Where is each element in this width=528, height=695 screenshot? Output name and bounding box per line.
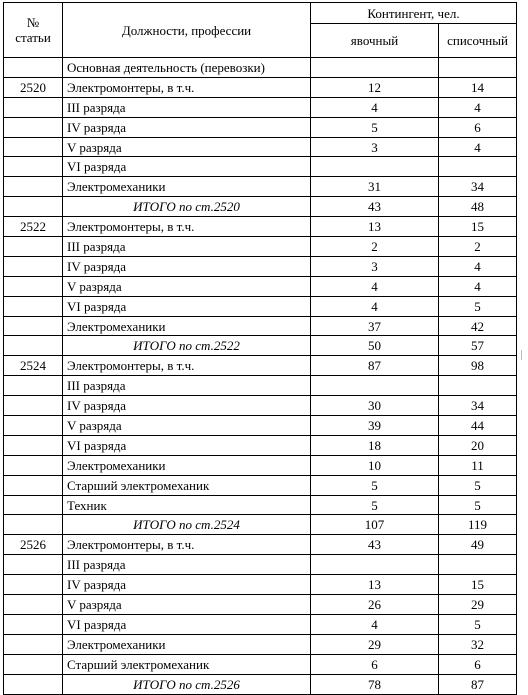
attendance-cell: 39 — [311, 416, 439, 436]
position-cell: Электромеханики — [63, 455, 311, 475]
article-number-cell — [4, 197, 63, 217]
header-position: Должности, профессии — [63, 3, 311, 58]
list-count-cell: 4 — [439, 137, 517, 157]
total-row — [4, 674, 517, 694]
position-cell: V разряда — [63, 595, 311, 615]
contingent-table — [3, 2, 517, 695]
list-count-cell: 6 — [439, 654, 517, 674]
table-row — [4, 58, 517, 78]
attendance-cell: 50 — [311, 336, 439, 356]
position-cell: IV разряда — [63, 256, 311, 276]
position-cell: VI разряда — [63, 435, 311, 455]
table-row — [4, 475, 517, 495]
attendance-cell: 107 — [311, 515, 439, 535]
position-cell: III разряда — [63, 237, 311, 257]
list-count-cell: 34 — [439, 396, 517, 416]
table-row — [4, 396, 517, 416]
table-row — [4, 137, 517, 157]
list-count-cell: 44 — [439, 416, 517, 436]
attendance-cell: 37 — [311, 316, 439, 336]
article-number-cell — [4, 177, 63, 197]
list-count-cell: 42 — [439, 316, 517, 336]
table-row — [4, 217, 517, 237]
article-number-cell — [4, 97, 63, 117]
attendance-cell: 30 — [311, 396, 439, 416]
attendance-cell: 18 — [311, 435, 439, 455]
table-row — [4, 237, 517, 257]
position-cell: V разряда — [63, 416, 311, 436]
attendance-cell — [311, 376, 439, 396]
table-row — [4, 595, 517, 615]
list-count-cell — [439, 157, 517, 177]
position-cell: V разряда — [63, 137, 311, 157]
list-count-cell — [439, 58, 517, 78]
article-number-cell — [4, 654, 63, 674]
attendance-cell: 3 — [311, 137, 439, 157]
table-row — [4, 376, 517, 396]
attendance-cell: 6 — [311, 654, 439, 674]
list-count-cell: 4 — [439, 256, 517, 276]
position-cell: III разряда — [63, 376, 311, 396]
article-number-cell — [4, 117, 63, 137]
attendance-cell: 12 — [311, 77, 439, 97]
attendance-cell: 3 — [311, 256, 439, 276]
article-number-cell — [4, 276, 63, 296]
article-number-cell — [4, 515, 63, 535]
article-number-cell: 2524 — [4, 356, 63, 376]
attendance-cell: 43 — [311, 197, 439, 217]
table-row — [4, 435, 517, 455]
header-article-number-line1: № — [26, 15, 40, 30]
list-count-cell — [439, 376, 517, 396]
list-count-cell: 4 — [439, 97, 517, 117]
position-cell: Техник — [63, 495, 311, 515]
attendance-cell: 4 — [311, 296, 439, 316]
article-number-cell: 2520 — [4, 77, 63, 97]
position-cell: Электромеханики — [63, 634, 311, 654]
table-row — [4, 575, 517, 595]
position-cell: Основная деятельность (перевозки) — [63, 58, 311, 78]
table-row — [4, 614, 517, 634]
position-cell: IV разряда — [63, 117, 311, 137]
list-count-cell: 15 — [439, 575, 517, 595]
table-row — [4, 495, 517, 515]
attendance-cell: 4 — [311, 614, 439, 634]
attendance-cell — [311, 555, 439, 575]
article-number-cell — [4, 435, 63, 455]
article-number-cell — [4, 495, 63, 515]
table-row — [4, 256, 517, 276]
total-label-cell: ИТОГО по ст.2522 — [63, 336, 311, 356]
attendance-cell — [311, 58, 439, 78]
attendance-cell: 31 — [311, 177, 439, 197]
list-count-cell: 34 — [439, 177, 517, 197]
article-number-cell — [4, 634, 63, 654]
attendance-cell: 5 — [311, 475, 439, 495]
article-number-cell — [4, 416, 63, 436]
article-number-cell — [4, 376, 63, 396]
list-count-cell: 5 — [439, 495, 517, 515]
article-number-cell — [4, 555, 63, 575]
list-count-cell: 5 — [439, 475, 517, 495]
header-contingent: Контингент, чел. — [311, 3, 517, 24]
position-cell: V разряда — [63, 276, 311, 296]
header-list: списочный — [439, 24, 517, 58]
article-number-cell — [4, 256, 63, 276]
table-row — [4, 177, 517, 197]
article-number-cell: 2526 — [4, 535, 63, 555]
table-row — [4, 634, 517, 654]
position-cell: VI разряда — [63, 157, 311, 177]
position-cell: III разряда — [63, 97, 311, 117]
list-count-cell: 119 — [439, 515, 517, 535]
table-row — [4, 97, 517, 117]
position-cell: Электромонтеры, в т.ч. — [63, 77, 311, 97]
position-cell: IV разряда — [63, 396, 311, 416]
article-number-cell — [4, 674, 63, 694]
attendance-cell: 87 — [311, 356, 439, 376]
attendance-cell: 5 — [311, 117, 439, 137]
edge-mark — [521, 350, 522, 360]
article-number-cell — [4, 137, 63, 157]
total-row — [4, 515, 517, 535]
article-number-cell — [4, 157, 63, 177]
attendance-cell: 13 — [311, 217, 439, 237]
list-count-cell: 20 — [439, 435, 517, 455]
list-count-cell: 5 — [439, 614, 517, 634]
article-number-cell — [4, 595, 63, 615]
list-count-cell — [439, 555, 517, 575]
article-number-cell — [4, 614, 63, 634]
list-count-cell: 6 — [439, 117, 517, 137]
position-cell: Электромонтеры, в т.ч. — [63, 356, 311, 376]
list-count-cell: 48 — [439, 197, 517, 217]
article-number-cell — [4, 316, 63, 336]
position-cell: VI разряда — [63, 614, 311, 634]
article-number-cell — [4, 475, 63, 495]
list-count-cell: 29 — [439, 595, 517, 615]
list-count-cell: 11 — [439, 455, 517, 475]
attendance-cell: 78 — [311, 674, 439, 694]
header-attendance: явочный — [311, 24, 439, 58]
table-row — [4, 416, 517, 436]
attendance-cell: 2 — [311, 237, 439, 257]
list-count-cell: 32 — [439, 634, 517, 654]
attendance-cell: 29 — [311, 634, 439, 654]
position-cell: Электромонтеры, в т.ч. — [63, 535, 311, 555]
table-row — [4, 455, 517, 475]
table-row — [4, 555, 517, 575]
article-number-cell — [4, 58, 63, 78]
attendance-cell: 13 — [311, 575, 439, 595]
table-row — [4, 535, 517, 555]
table-row — [4, 117, 517, 137]
header-article-number-line2: статьи — [15, 30, 51, 45]
table-row — [4, 157, 517, 177]
position-cell: Старший электромеханик — [63, 654, 311, 674]
table-row — [4, 316, 517, 336]
header-article-number — [4, 3, 63, 58]
list-count-cell: 2 — [439, 237, 517, 257]
article-number-cell — [4, 237, 63, 257]
list-count-cell: 4 — [439, 276, 517, 296]
position-cell: Электромонтеры, в т.ч. — [63, 217, 311, 237]
list-count-cell: 5 — [439, 296, 517, 316]
total-row — [4, 197, 517, 217]
article-number-cell: 2522 — [4, 217, 63, 237]
position-cell: III разряда — [63, 555, 311, 575]
attendance-cell — [311, 157, 439, 177]
attendance-cell: 43 — [311, 535, 439, 555]
attendance-cell: 4 — [311, 276, 439, 296]
position-cell: Электромеханики — [63, 316, 311, 336]
table-body — [4, 58, 517, 695]
article-number-cell — [4, 296, 63, 316]
article-number-cell — [4, 575, 63, 595]
article-number-cell — [4, 336, 63, 356]
attendance-cell: 10 — [311, 455, 439, 475]
position-cell: IV разряда — [63, 575, 311, 595]
list-count-cell: 49 — [439, 535, 517, 555]
attendance-cell: 4 — [311, 97, 439, 117]
list-count-cell: 87 — [439, 674, 517, 694]
table-row — [4, 77, 517, 97]
total-row — [4, 336, 517, 356]
table-row — [4, 654, 517, 674]
attendance-cell: 5 — [311, 495, 439, 515]
list-count-cell: 98 — [439, 356, 517, 376]
list-count-cell: 57 — [439, 336, 517, 356]
table-row — [4, 296, 517, 316]
total-label-cell: ИТОГО по ст.2520 — [63, 197, 311, 217]
table-row — [4, 276, 517, 296]
attendance-cell: 26 — [311, 595, 439, 615]
list-count-cell: 15 — [439, 217, 517, 237]
position-cell: VI разряда — [63, 296, 311, 316]
total-label-cell: ИТОГО по ст.2526 — [63, 674, 311, 694]
position-cell: Электромеханики — [63, 177, 311, 197]
article-number-cell — [4, 396, 63, 416]
total-label-cell: ИТОГО по ст.2524 — [63, 515, 311, 535]
article-number-cell — [4, 455, 63, 475]
table-row — [4, 356, 517, 376]
position-cell: Старший электромеханик — [63, 475, 311, 495]
list-count-cell: 14 — [439, 77, 517, 97]
